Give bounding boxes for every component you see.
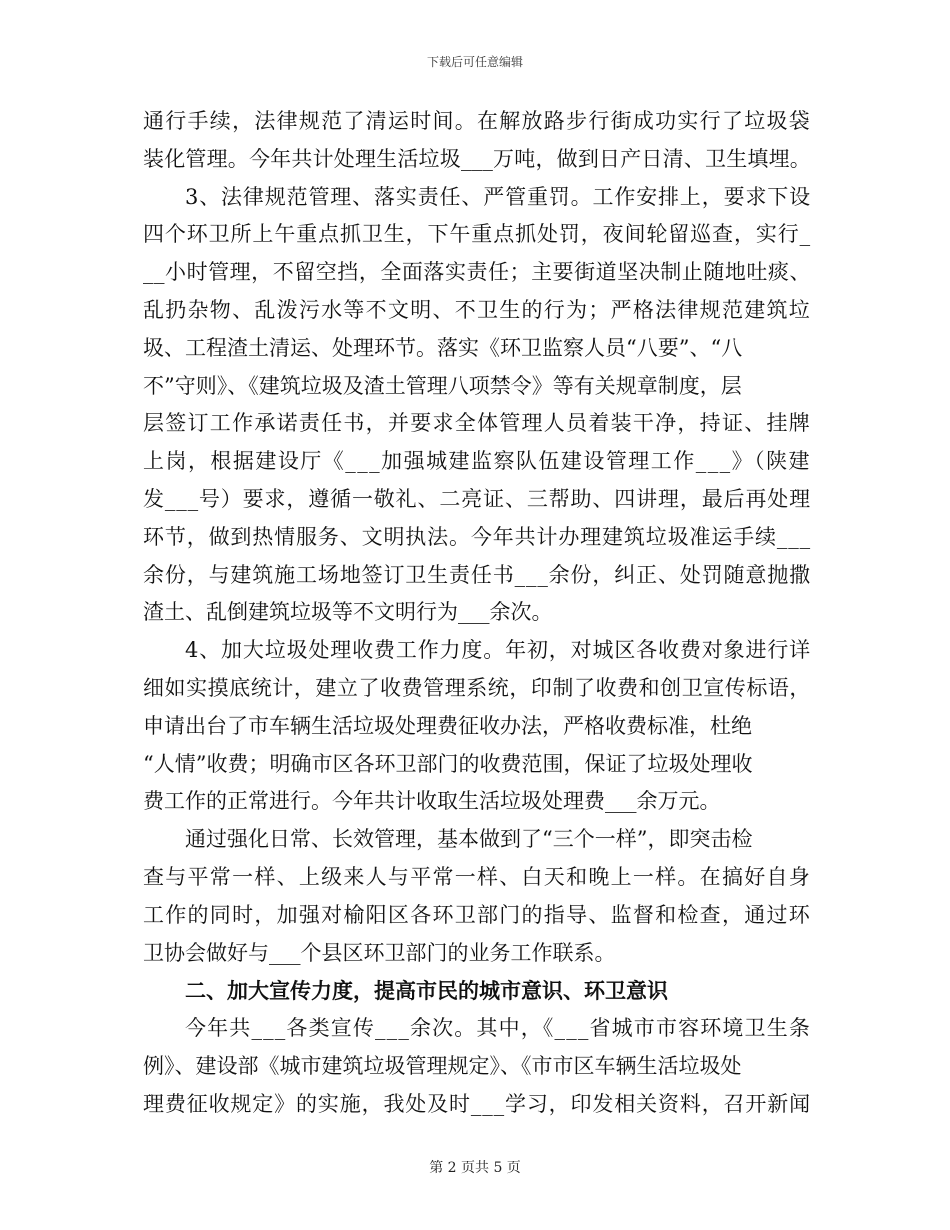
text-line: 理费征收规定》的实施，我处及时___学习，印发相关资料，召开新闻 [143, 1091, 811, 1116]
text-line: 细如实摸底统计，建立了收费管理系统，印制了收费和创卫宣传标语， [143, 675, 811, 700]
paragraph-start-line: 3、法律规范管理、落实责任、严管重罚。工作安排上，要求下设 [185, 184, 812, 209]
text-line: 乱扔杂物、乱泼污水等不文明、不卫生的行为；严格法律规范建筑垃 [143, 297, 812, 322]
section-heading: 二、加大宣传力度，提高市民的城市意识、环卫意识 [185, 978, 668, 1004]
text-line: 环节，做到热情服务、文明执法。今年共计办理建筑垃圾准运手续___ [143, 524, 811, 549]
paragraph-start-line: 今年共___各类宣传___余次。其中，《___省城市市容环境卫生条 [185, 1016, 812, 1041]
text-line: 费工作的正常进行。今年共计收取生活垃圾处理费___余万元。 [143, 789, 721, 814]
text-line: 通行手续，法律规范了清运时间。在解放路步行街成功实行了垃圾袋 [143, 109, 812, 133]
page-header: 下载后可任意编辑 [426, 55, 523, 69]
paragraph-start-line: 通过强化日常、长效管理，基本做到了“三个一样”，即突击检 [185, 827, 753, 852]
text-line: 上岗，根据建设厅《___加强城建监察队伍建设管理工作___》（陕建 [143, 449, 812, 474]
text-line: 不”守则》、《建筑垃圾及渣土管理八项禁令》等有关规章制度，层 [143, 373, 742, 398]
text-line: 装化管理。今年共计处理生活垃圾___万吨，做到日产日清、卫生填埋。 [143, 146, 811, 171]
text-line: 工作的同时，加强对榆阳区各环卫部门的指导、监督和检查，通过环 [143, 902, 812, 927]
text-line: 申请出台了市车辆生活垃圾处理费征收办法，严格收费标准，杜绝 [143, 713, 752, 738]
text-line: 发___号）要求，遵循一敬礼、二亮证、三帮助、四讲理，最后再处理 [143, 486, 811, 511]
document-body [143, 103, 811, 1124]
text-line: “人情”收费；明确市区各环卫部门的收费范围，保证了垃圾处理收 [143, 751, 753, 776]
paragraph-start-line: 4、加大垃圾处理收费工作力度。年初，对城区各收费对象进行详 [185, 638, 812, 663]
text-line: 圾、工程渣土清运、处理环节。落实《环卫监察人员“八要”、“八 [143, 335, 743, 360]
text-line: 卫协会做好与___个县区环卫部门的业务工作联系。 [143, 940, 616, 965]
text-line: 查与平常一样、上级来人与平常一样、白天和晚上一样。在搞好自身 [143, 864, 812, 889]
text-line: 层签订工作承诺责任书，并要求全体管理人员着装干净，持证、挂牌 [143, 411, 812, 436]
text-line: 四个环卫所上午重点抓卫生，下午重点抓处罚，夜间轮留巡查，实行_ [143, 222, 811, 247]
text-line: __小时管理，不留空挡，全面落实责任；主要街道坚决制止随地吐痰、 [143, 260, 811, 285]
text-line: 例》、建设部《城市建筑垃圾管理规定》、《市市区车辆生活垃圾处 [143, 1053, 742, 1078]
text-line: 渣土、乱倒建筑垃圾等不文明行为___余次。 [143, 600, 553, 625]
page-footer: 第 2 页共 5 页 [429, 1160, 521, 1176]
text-line: 余份，与建筑施工场地签订卫生责任书___余份，纠正、处罚随意抛撒 [143, 562, 811, 587]
